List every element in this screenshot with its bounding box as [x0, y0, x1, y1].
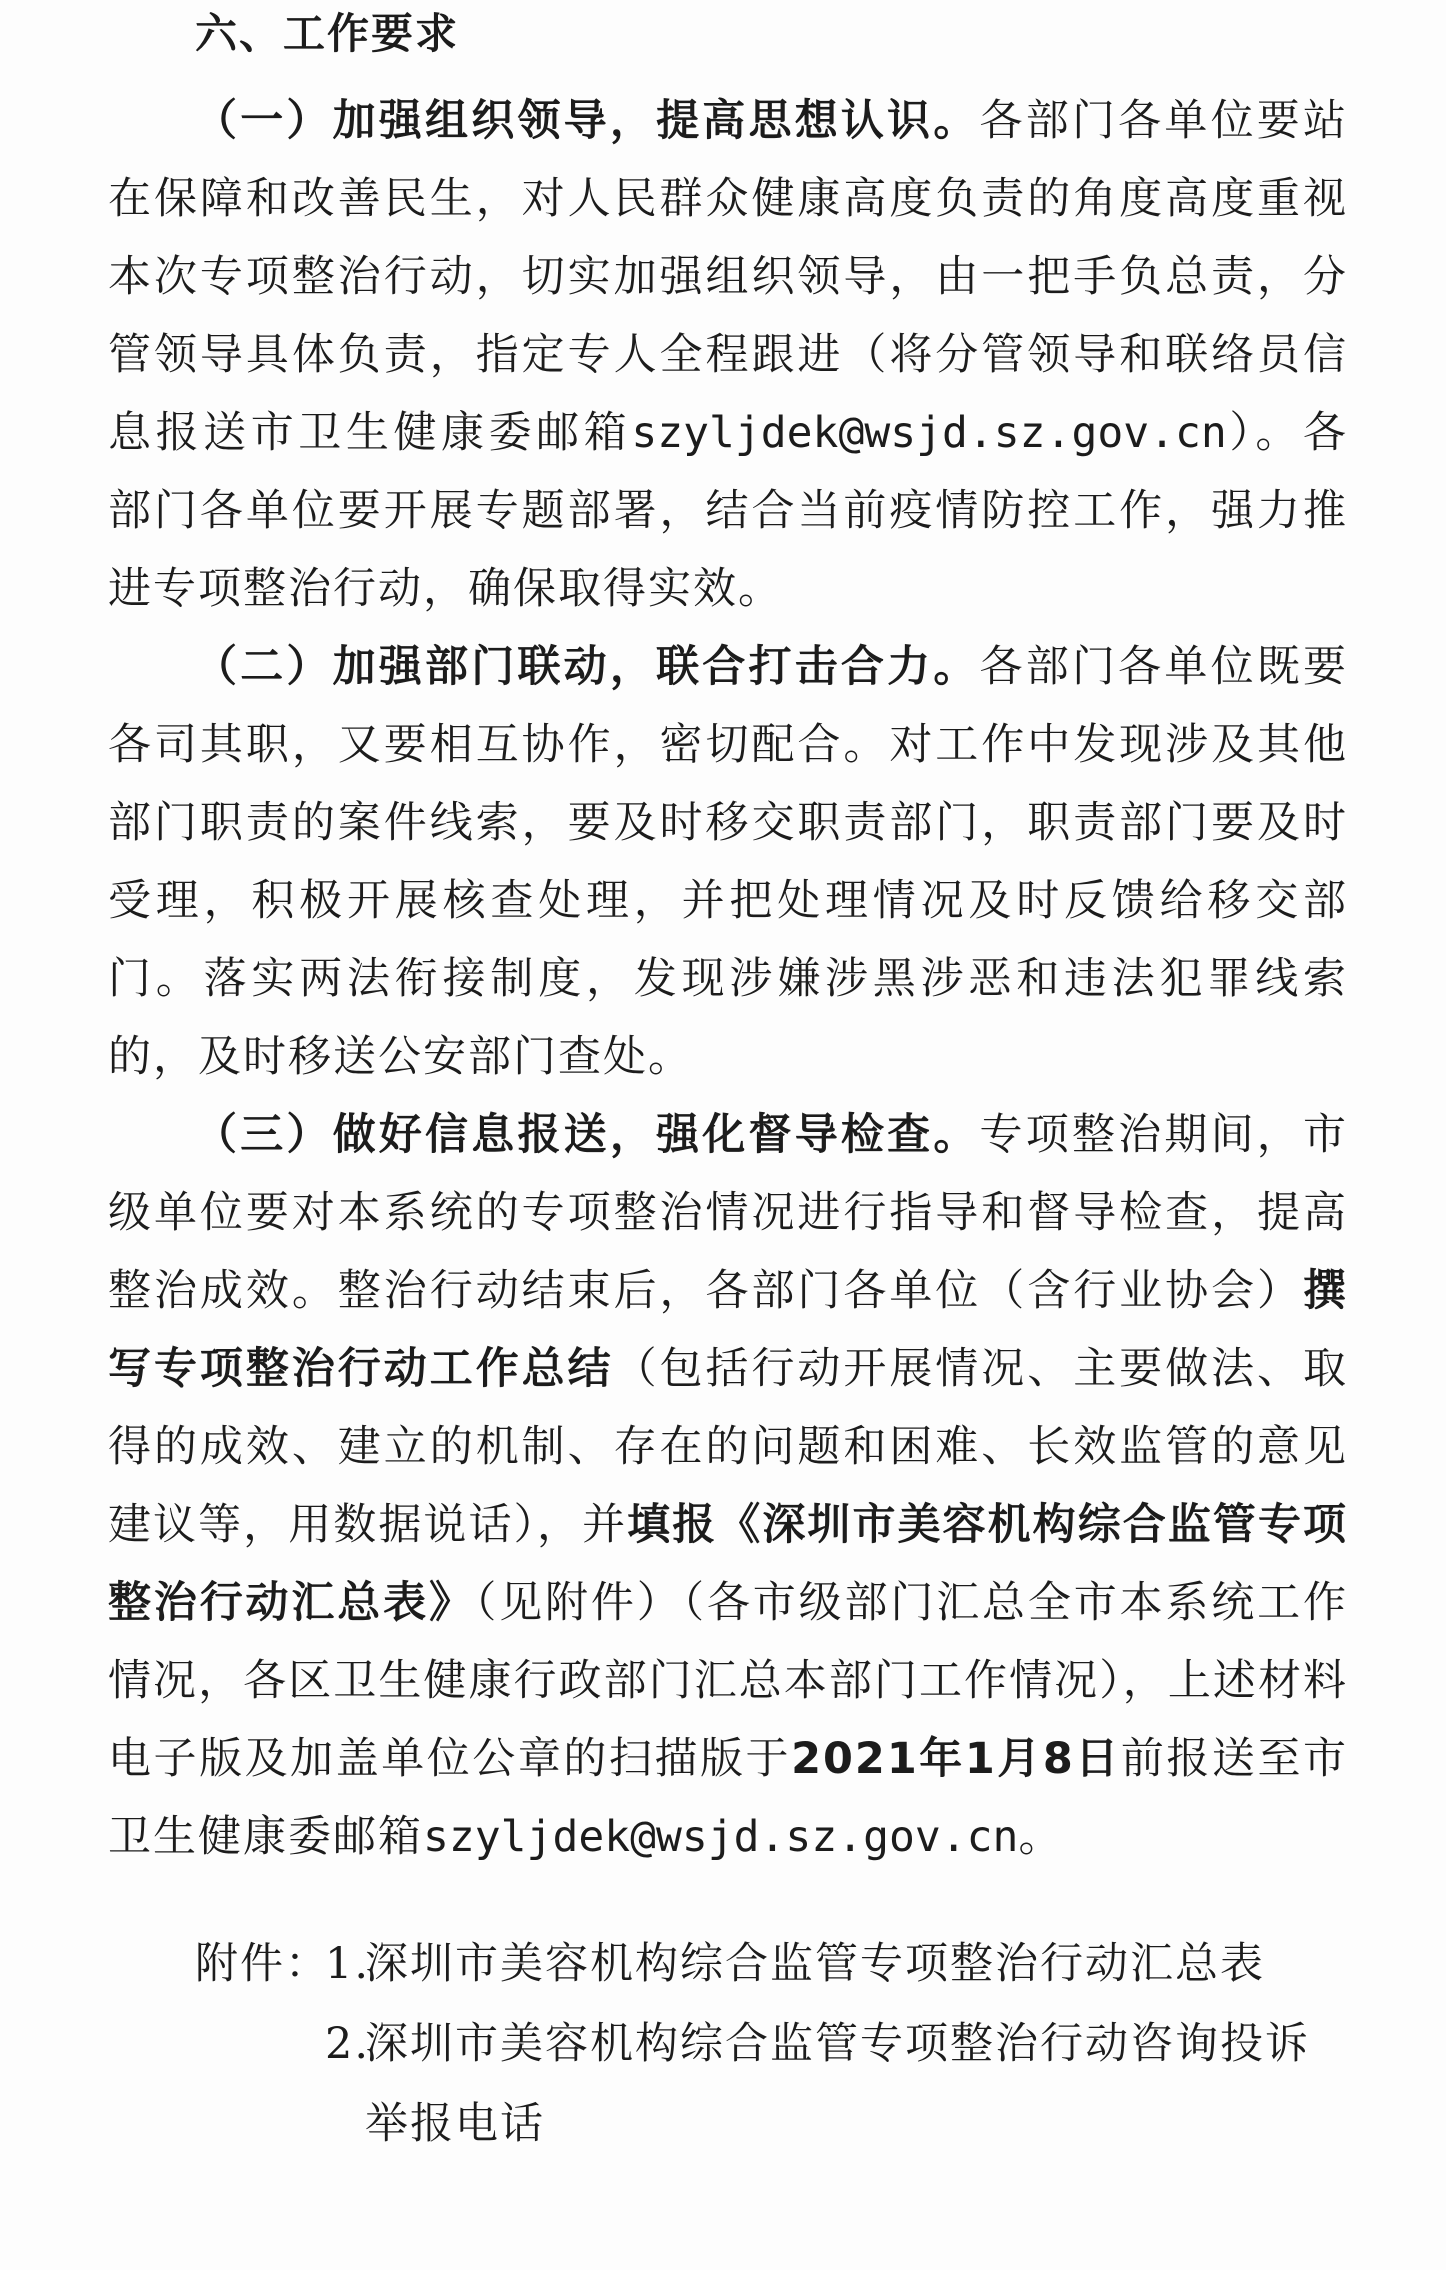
- paragraph-2-title: （二）加强部门联动，联合打击合力。: [194, 642, 980, 692]
- paragraph-1-text-1: 各部门各单位要站在保障和改善民生，对人民群众健康高度负责的角度高度重视本次专项整治行动，切实加强组织领导，由一把手负总责，分管领导具体负责，指定专人全程跟进（将分管领导和联络员信息报送市卫生健康委邮箱: [108, 96, 1349, 458]
- paragraph-3: [108, 1096, 1348, 1876]
- paragraph-3-email: szyljdek@wsjd.sz.gov.cn: [423, 1812, 1019, 1862]
- section-heading: 六、工作要求: [195, 9, 460, 58]
- paragraph-3-text-2: （包括行动开展情况、主要做法、取得的成效、建立的机制、存在的问题和困难、长效监管的意见建议等，用数据说话），并: [108, 1344, 1349, 1550]
- paragraph-3-emphasis-form: 填报《深圳市美容机构综合监管专项整治行动汇总表》: [108, 1500, 1349, 1628]
- attachment-number: 1.: [325, 1939, 371, 1989]
- attachment-title: 深圳市美容机构综合监管专项整治行动咨询投诉举报电话: [365, 2019, 1310, 2149]
- paragraph-3-emphasis-deadline: 2021年1月8日: [791, 1734, 1121, 1784]
- paragraph-1-email: szyljdek@wsjd.sz.gov.cn: [631, 408, 1227, 458]
- attachment-item: [325, 2004, 1345, 2164]
- paragraph-3-text-4: 前报送至市卫生健康委邮箱: [108, 1734, 1348, 1862]
- document-body: [108, 82, 1348, 1876]
- attachments-label: 附件：: [195, 1939, 330, 1989]
- paragraph-1-title: （一）加强组织领导，提高思想认识。: [194, 96, 980, 146]
- paragraph-2-text: 各部门各单位既要各司其职，又要相互协作，密切配合。对工作中发现涉及其他部门职责的案件线索，要及时移交职责部门，职责部门要及时受理，积极开展核查处理，并把处理情况及时反馈给移交部门。落实两法衔接制度，发现涉嫌涉黑涉恶和违法犯罪线索的，及时移送公安部门查处。: [108, 642, 1349, 1082]
- attachment-number: 2.: [325, 2019, 371, 2069]
- paragraph-1-text-2: ）。各部门各单位要开展专题部署，结合当前疫情防控工作，强力推进专项整治行动，确保取得实效。: [108, 408, 1349, 614]
- paragraph-1: [108, 82, 1348, 628]
- paragraph-3-title: （三）做好信息报送，强化督导检查。: [194, 1110, 980, 1160]
- attachment-title: 深圳市美容机构综合监管专项整治行动汇总表: [365, 1939, 1265, 1989]
- paragraph-3-emphasis-summary: 撰写专项整治行动工作总结: [108, 1266, 1348, 1394]
- paragraph-2: [108, 628, 1348, 1096]
- paragraph-3-text-3: （见附件）（各市级部门汇总全市本系统工作情况，各区卫生健康行政部门汇总本部门工作情况），上述材料电子版及加盖单位公章的扫描版于: [108, 1578, 1349, 1784]
- attachments-list: [325, 1924, 1345, 2164]
- paragraph-3-text-5: 。: [1018, 1812, 1064, 1862]
- paragraph-3-text-1: 专项整治期间，市级单位要对本系统的专项整治情况进行指导和督导检查，提高整治成效。整治行动结束后，各部门各单位（含行业协会）: [108, 1110, 1349, 1316]
- attachment-item: [325, 1924, 1345, 2004]
